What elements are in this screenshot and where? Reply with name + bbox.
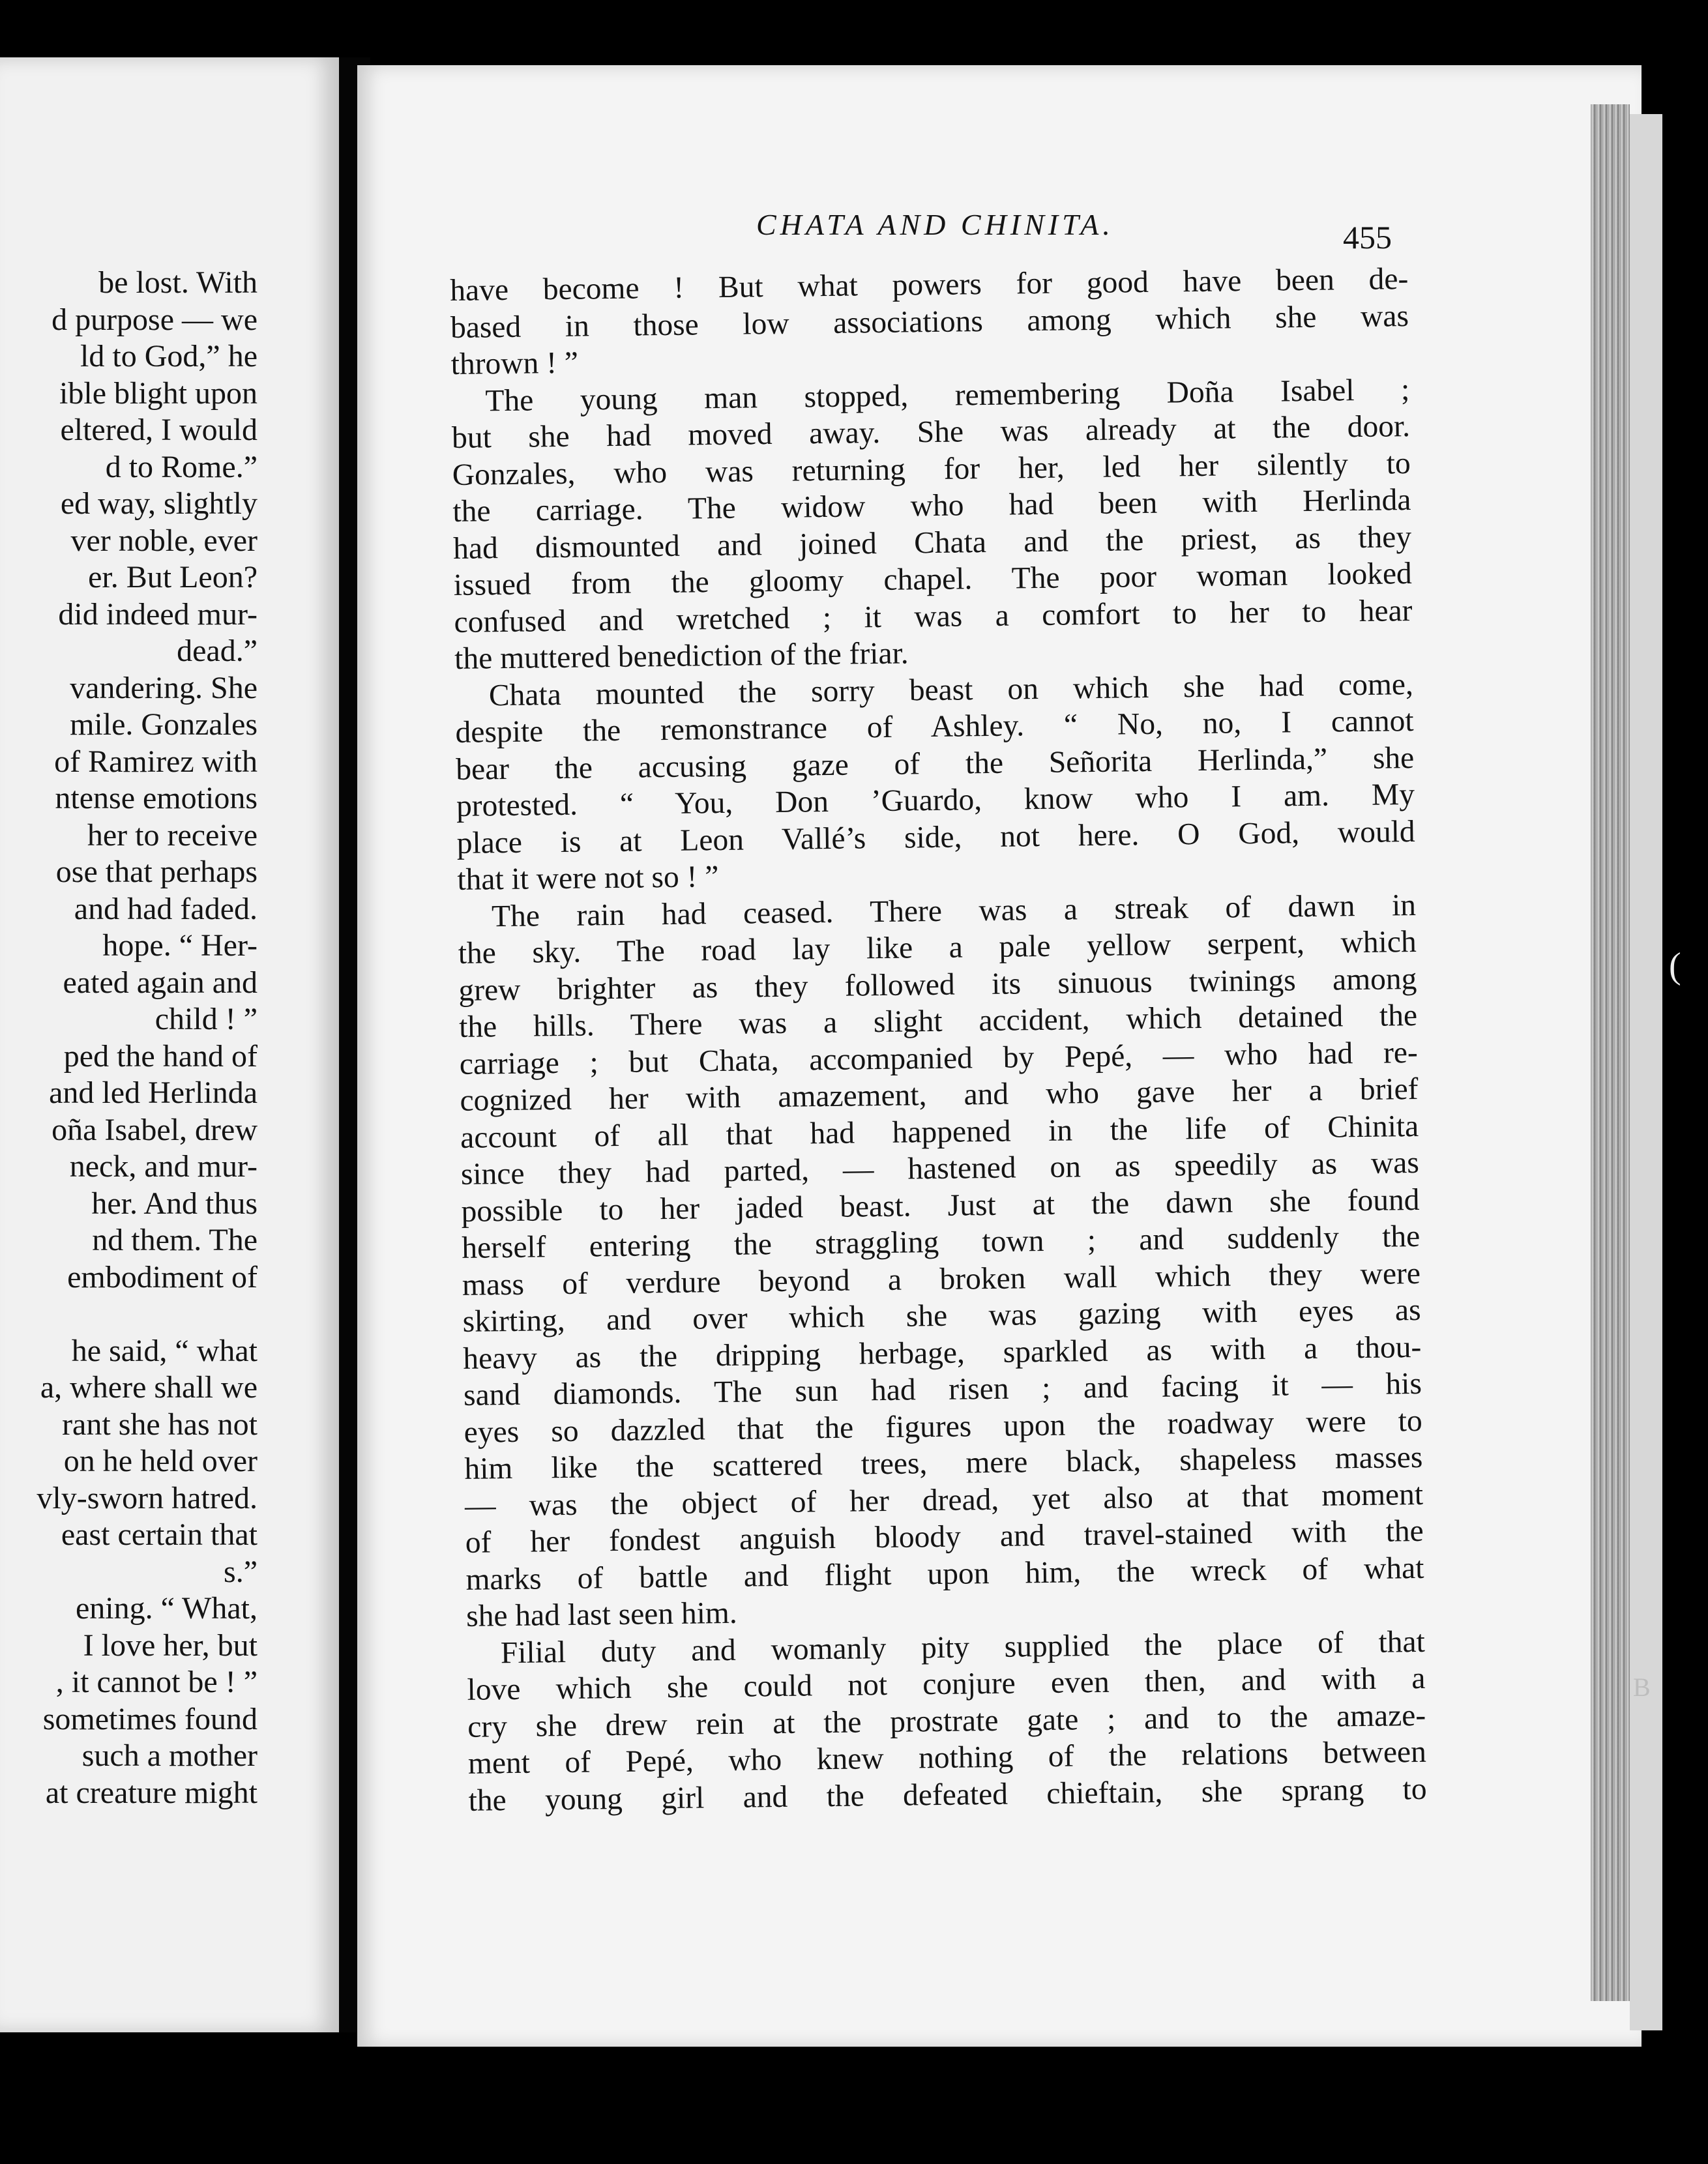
text-line-21: the hills. There was a slight accident, which detained the	[458, 998, 1418, 1044]
left-line-17: ose that perhaps	[55, 855, 258, 889]
left-line-9: er. But Leon?	[88, 560, 258, 594]
text-line-19: the sky. The road lay like a pale yellow serpent, which	[458, 924, 1417, 971]
left-line-36: s.”	[224, 1554, 258, 1589]
text-line-27: herself entering the straggling town ; and suddenly the	[461, 1219, 1421, 1265]
running-head: CHATA AND CHINITA.	[756, 208, 1114, 241]
left-line-11: dead.”	[177, 634, 258, 668]
text-line-38: Filial duty and womanly pity supplied the place of that	[500, 1624, 1426, 1670]
text-line-26: possible to her jaded beast. Just at the dawn she found	[461, 1182, 1420, 1229]
left-line-40: sometimes found	[42, 1701, 258, 1736]
text-line-24: account of all that had happened in the life of Chinita	[460, 1109, 1419, 1155]
page-edges	[1591, 104, 1630, 2001]
margin-bracket-mark: (	[1669, 946, 1681, 986]
left-line-12: vandering. She	[70, 670, 258, 705]
left-line-31: a, where shall we	[40, 1370, 258, 1405]
text-line-35: of her fondest anguish bloody and travel-stained with the	[465, 1513, 1424, 1560]
left-line-13: mile. Gonzales	[70, 707, 258, 742]
left-line-26: her. And thus	[91, 1186, 258, 1221]
text-line-17: that it were not so ! ”	[457, 860, 719, 897]
text-line-32: eyes so dazzled that the figures upon the roadway were to	[464, 1403, 1422, 1450]
text-line-40: cry she drew rein at the prostrate gate ; and to the amaze-	[467, 1698, 1426, 1744]
text-line-3: thrown ! ”	[450, 345, 579, 381]
text-line-10: confused and wretched ; it was a comfort to her to hear	[454, 593, 1413, 639]
text-line-7: the carriage. The widow who had been with Herlinda	[452, 483, 1411, 529]
left-line-23: and led Herlinda	[49, 1075, 258, 1110]
left-line-6: d to Rome.”	[105, 449, 258, 484]
text-line-2: based in those low associations among which she was	[450, 299, 1409, 345]
left-line-41: such a mother	[81, 1738, 258, 1773]
text-line-22: carriage ; but Chata, accompanied by Pepé, — who had re-	[459, 1035, 1419, 1081]
text-line-37: she had last seen him.	[465, 1596, 738, 1633]
left-line-39: , it cannot be ! ”	[55, 1665, 258, 1699]
left-line-10: did indeed mur-	[58, 596, 258, 632]
left-line-27: nd them. The	[92, 1223, 258, 1257]
text-line-11: the muttered benediction of the friar.	[454, 636, 909, 676]
left-page	[0, 57, 339, 2032]
left-line-14: of Ramirez with	[54, 744, 258, 779]
text-line-31: sand diamonds. The sun had risen ; and facing it — his	[463, 1366, 1422, 1412]
text-line-14: bear the accusing gaze of the Señorita Herlinda,” she	[455, 740, 1415, 787]
left-line-24: oña Isabel, drew	[52, 1112, 258, 1147]
left-line-4: ible blight upon	[59, 375, 258, 411]
cover-edge	[1630, 114, 1662, 2030]
left-line-16: her to receive	[87, 817, 258, 853]
text-line-42: the young girl and the defeated chieftain, she sprang to	[468, 1772, 1427, 1818]
left-line-18: and had faded.	[74, 891, 258, 926]
left-line-35: east certain that	[61, 1517, 258, 1552]
text-line-33: him like the scattered trees, mere black, shapeless masses	[464, 1440, 1423, 1486]
left-line-2: d purpose — we	[52, 302, 258, 337]
left-line-8: ver noble, ever	[70, 523, 258, 558]
left-line-20: eated again and	[63, 965, 258, 1000]
text-line-13: despite the remonstrance of Ashley. “ No, no, I cannot	[455, 703, 1414, 750]
text-line-6: Gonzales, who was returning for her, led her silently to	[452, 446, 1411, 492]
page-number: 455	[1343, 219, 1392, 256]
right-page-text	[450, 261, 1427, 1819]
text-line-18: The rain had ceased. There was a streak of dawn in	[491, 888, 1417, 933]
text-line-4: The young man stopped, remembering Doña Isabel ;	[485, 372, 1410, 418]
left-line-1: be lost. With	[98, 265, 258, 300]
text-line-15: protested. “ You, Don ’Guardo, know who I am. My	[456, 777, 1415, 823]
left-line-15: ntense emotions	[55, 781, 258, 815]
left-line-21: child ! ”	[155, 1002, 258, 1036]
text-line-1: have become ! But what powers for good have been de-	[450, 262, 1409, 308]
text-line-39: love which she could not conjure even then, and with a	[467, 1661, 1426, 1707]
left-line-37: ening. “ What,	[75, 1591, 258, 1626]
left-line-42: at creature might	[45, 1775, 258, 1810]
text-line-12: Chata mounted the sorry beast on which she had come,	[488, 667, 1414, 712]
text-line-5: but she had moved away. She was already at the door.	[451, 409, 1411, 455]
text-line-34: — was the object of her dread, yet also at that moment	[464, 1477, 1424, 1523]
text-line-25: since they had parted, — hastened on as speedily as was	[460, 1145, 1420, 1192]
text-line-36: marks of battle and flight upon him, the wreck of what	[465, 1551, 1424, 1597]
text-line-20: grew brighter as they followed its sinuous twinings among	[458, 961, 1417, 1008]
left-line-28: embodiment of	[67, 1259, 258, 1294]
left-line-7: ed way, slightly	[60, 486, 258, 521]
left-line-3: ld to God,” he	[80, 339, 258, 373]
left-line-5: eltered, I would	[60, 413, 258, 447]
text-line-8: had dismounted and joined Chata and the priest, as they	[452, 519, 1412, 566]
text-line-9: issued from the gloomy chapel. The poor woman looked	[453, 557, 1413, 602]
left-line-34: vly-sworn hatred.	[37, 1480, 258, 1515]
margin-lower-mark: B	[1633, 1673, 1651, 1702]
left-line-38: I love her, but	[83, 1628, 258, 1663]
text-line-29: skirting, and over which she was gazing with eyes as	[462, 1293, 1421, 1339]
text-line-30: heavy as the dripping herbage, sparkled as with a thou-	[463, 1330, 1422, 1376]
left-line-22: ped the hand of	[63, 1038, 258, 1074]
left-line-25: neck, and mur-	[69, 1149, 258, 1184]
left-line-33: on he held over	[63, 1444, 258, 1478]
left-line-32: rant she has not	[62, 1407, 258, 1442]
text-line-16: place is at Leon Vallé’s side, not here. O God, would	[456, 814, 1415, 860]
text-line-23: cognized her with amazement, and who gave her a brief	[460, 1072, 1419, 1118]
left-line-29	[0, 1296, 258, 1333]
text-line-41: ment of Pepé, who knew nothing of the relations between	[467, 1734, 1427, 1781]
left-page-text	[0, 265, 258, 1811]
left-line-30: he said, “ what	[71, 1333, 258, 1368]
text-line-28: mass of verdure beyond a broken wall which they were	[462, 1256, 1421, 1302]
left-line-19: hope. “ Her-	[102, 928, 258, 963]
